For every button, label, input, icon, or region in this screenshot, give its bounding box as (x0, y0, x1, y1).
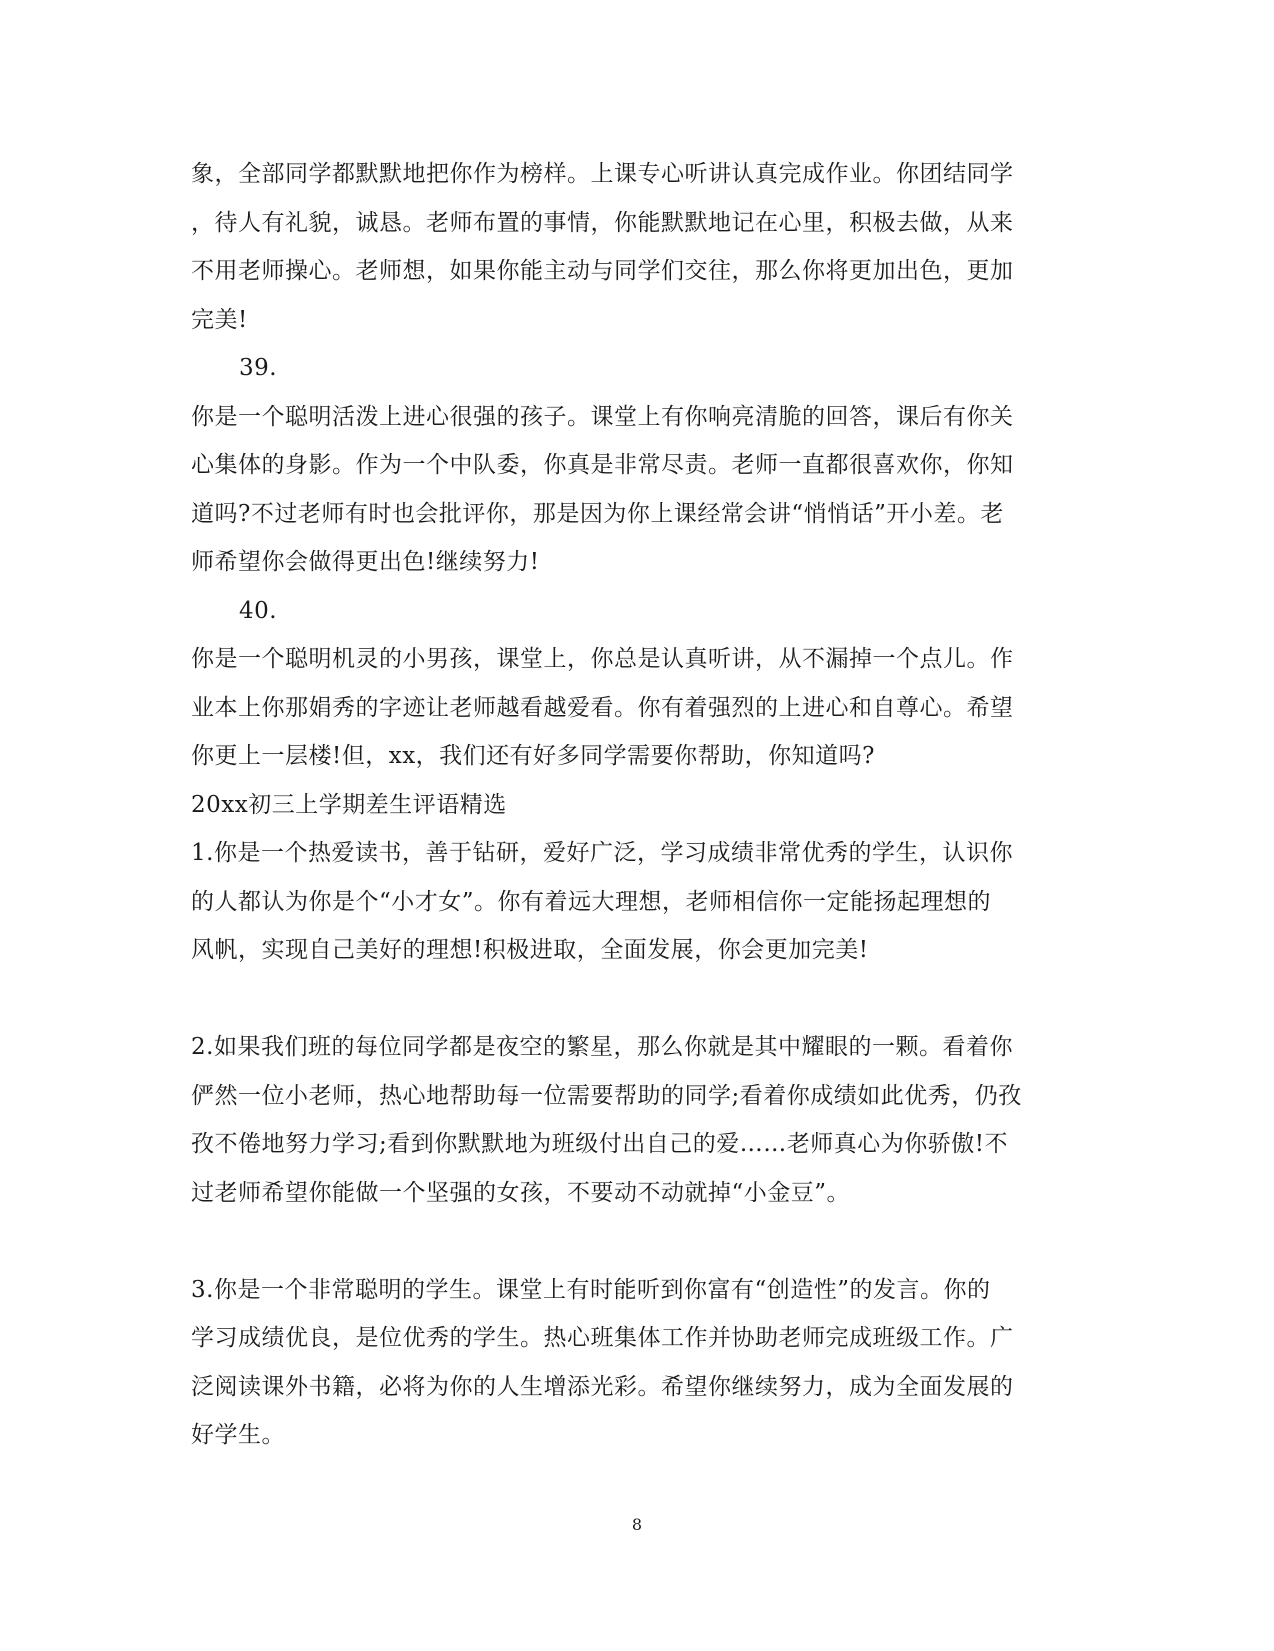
item-number: 39. (239, 355, 278, 381)
text-line: 风帆，实现自己美好的理想!积极进取，全面发展，你会更加完美! (191, 937, 869, 963)
text-line: 1.你是一个热爱读书，善于钻研，爱好广泛，学习成绩非常优秀的学生，认识你 (191, 840, 1013, 866)
text-line: 师希望你会做得更出色!继续努力! (191, 549, 540, 575)
text-line: 的人都认为你是个“小才女”。你有着远大理想，老师相信你一定能扬起理想的 (191, 888, 992, 915)
text-line: 完美! (191, 306, 248, 333)
text-line: 象，全部同学都默默地把你作为榜样。上课专心听讲认真完成作业。你团结同学 (191, 161, 1014, 187)
text-line: 2.如果我们班的每位同学都是夜空的繁星，那么你就是其中耀眼的一颗。看着你 (191, 1034, 1013, 1060)
text-line: 你是一个聪明机灵的小男孩，课堂上，你总是认真听讲，从不漏掉一个点儿。作 (191, 646, 1014, 672)
text-line: 心集体的身影。作为一个中队委，你真是非常尽责。老师一直都很喜欢你，你知 (191, 452, 1014, 478)
text-line: 好学生。 (191, 1422, 285, 1448)
item-number: 40. (239, 597, 278, 624)
blank-line (191, 975, 1081, 1024)
text-line: 不用老师操心。老师想，如果你能主动与同学们交往，那么你将更加出色，更加 (191, 258, 1014, 284)
blank-line (191, 1217, 1081, 1266)
text-line: 3.你是一个非常聪明的学生。课堂上有时能听到你富有“创造性”的发言。你的 (191, 1276, 991, 1303)
document-body (191, 150, 1081, 1460)
text-line: 孜不倦地努力学习;看到你默默地为班级付出自己的爱……老师真心为你骄傲!不 (191, 1131, 1008, 1157)
text-line: 泛阅读课外书籍，必将为你的人生增添光彩。希望你继续努力，成为全面发展的 (191, 1373, 1014, 1400)
text-line: 你更上一层楼!但，xx，我们还有好多同学需要你帮助，你知道吗? (191, 743, 876, 769)
text-line: 俨然一位小老师，热心地帮助每一位需要帮助的同学;看着你成绩如此优秀，仍孜 (191, 1082, 1022, 1109)
text-line: 业本上你那娟秀的字迹让老师越看越爱看。你有着强烈的上进心和自尊心。希望 (191, 694, 1014, 721)
text-line: 道吗?不过老师有时也会批评你，那是因为你上课经常会讲“悄悄话”开小差。老 (191, 500, 1004, 527)
text-line: 你是一个聪明活泼上进心很强的孩子。课堂上有你响亮清脆的回答，课后有你关 (191, 403, 1014, 430)
text-line: 学习成绩优良，是位优秀的学生。热心班集体工作并协助老师完成班级工作。广 (191, 1325, 1014, 1351)
page-number: 8 (631, 1515, 643, 1534)
text-line: 过老师希望你能做一个坚强的女孩，不要动不动就掉“小金豆”。 (191, 1179, 851, 1206)
section-heading: 20xx初三上学期差生评语精选 (191, 791, 507, 818)
text-line: ，待人有礼貌，诚恳。老师布置的事情，你能默默地记在心里，积极去做，从来 (191, 209, 1014, 236)
